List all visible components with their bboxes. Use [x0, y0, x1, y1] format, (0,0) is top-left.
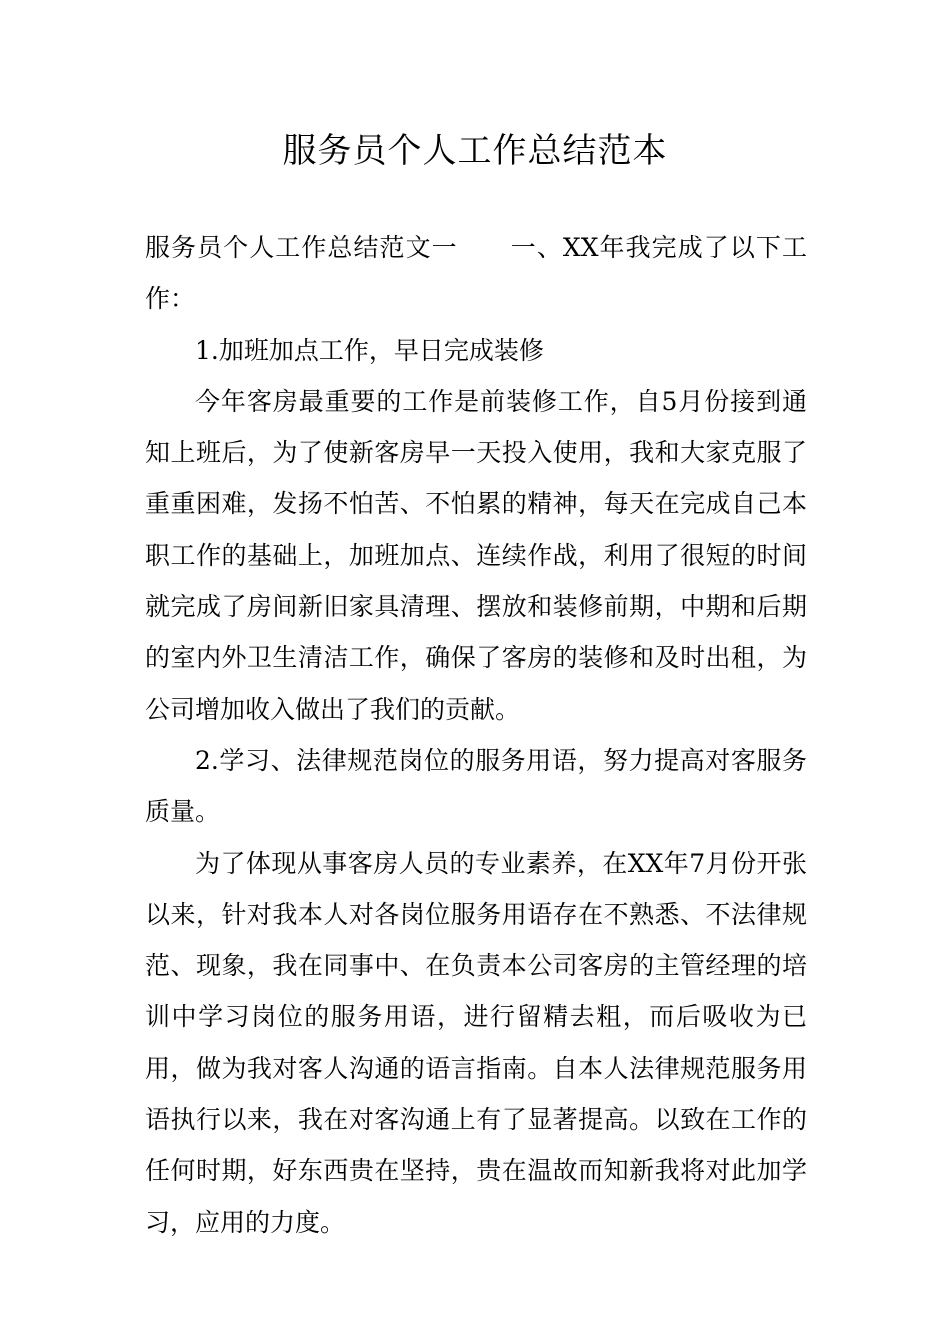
body-paragraph-1: 今年客房最重要的工作是前装修工作，自5月份接到通知上班后，为了使新客房早一天投入使用，我和大家克服了重重困难，发扬不怕苦、不怕累的精神，每天在完成自己本职工作的基础上，加班加点、连续作战，利用了很短的时间就完成了房间新旧家具清理、摆放和装修前期，中期和后期的室内外卫生清洁工作，确保了客房的装修和及时出租，为公司增加收入做出了我们的贡献。: [145, 386, 807, 724]
document-title: 服务员个人工作总结范本: [282, 131, 668, 171]
intro-paragraph: [145, 222, 807, 325]
section-heading-2: 2.学习、法律规范岗位的服务用语，努力提高对客服务质量。: [145, 745, 807, 827]
body-paragraph-2: 为了体现从事客房人员的专业素养，在XX年7月份开张以来，针对我本人对各岗位服务用语存在不熟悉、不法律规范、现象，我在同事中、在负责本公司客房的主管经理的培训中学习岗位的服务用语，进行留精去粗，而后吸收为已用，做为我对客人沟通的语言指南。自本人法律规范服务用语执行以来，我在对客沟通上有了显著提高。以致在工作的任何时期，好东西贵在坚持，贵在温故而知新我将对此加学习，应用的力度。: [145, 848, 807, 1237]
document-body: [145, 222, 807, 1248]
section-heading-1: 1.加班加点工作，早日完成装修: [195, 335, 544, 365]
intro-label: 服务员个人工作总结范文一: [145, 233, 458, 262]
intro-text: 一、XX年我完成了以下工作：: [145, 233, 807, 314]
